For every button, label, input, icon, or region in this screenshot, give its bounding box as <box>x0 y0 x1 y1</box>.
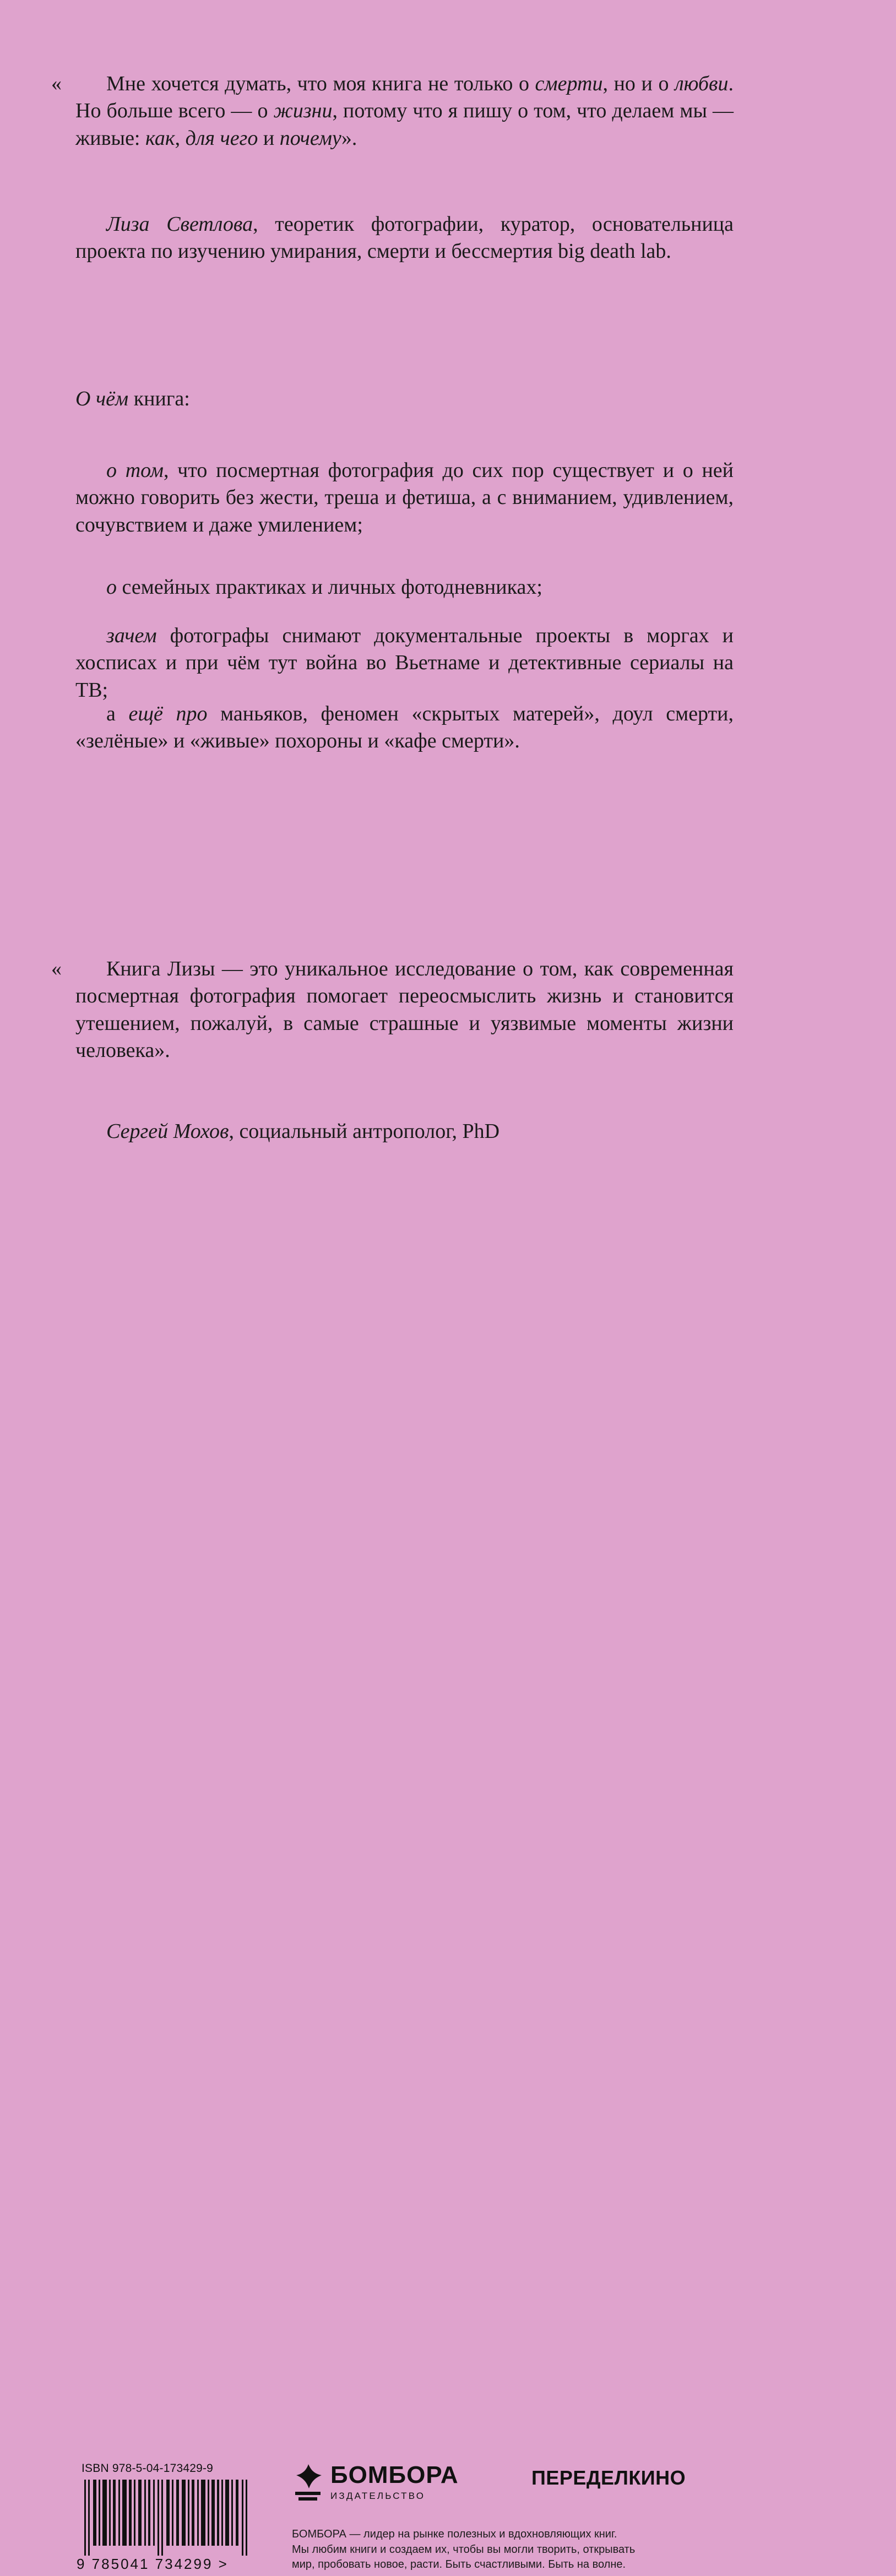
about-item-lead: ещё про <box>128 702 208 725</box>
barcode-bars-icon <box>77 2480 258 2556</box>
cover-footer <box>0 1234 896 2572</box>
publisher-name: БОМБОРА <box>330 2461 459 2488</box>
quote-line-2c: , но и о <box>602 72 675 95</box>
reviewer-description: , социальный антрополог, PhD <box>229 1120 500 1143</box>
about-item <box>75 701 734 755</box>
about-heading <box>75 386 734 413</box>
author-description: , теоретик фотографии, куратор, основательница проекта по изучению умирания, смерти и бессмертия big death lab. <box>75 213 734 263</box>
imprint-logo: ПЕРЕДЕЛКИНО <box>531 2466 686 2489</box>
quote-line-4e: и <box>258 126 280 150</box>
bottom-quote-block <box>51 956 734 1065</box>
quote-emph-zhizni: жизни <box>273 99 333 123</box>
quote-line-4c: , <box>175 126 186 150</box>
top-quote-block <box>51 70 734 152</box>
about-item-lead: зачем <box>106 624 157 647</box>
author-name: Лиза Светлова <box>106 213 253 236</box>
about-item <box>75 457 734 539</box>
barcode-digits: 9 785041 734299 > <box>77 2556 229 2572</box>
bottom-quote-text: Книга Лизы — это уникальное исследование о том, как современная посмертная фотография помогает переосмыслить жизнь и становится утешением, пожалуй, в самые страшные и уязвимые моменты жизни человека». <box>75 957 734 1062</box>
about-heading-italic: О чём <box>75 387 129 410</box>
quote-line-1: Мне хочется думать, что моя книга не только <box>106 72 513 95</box>
bombora-wave-icon <box>292 2463 323 2504</box>
quote-emph-lyubvi: любви <box>675 72 729 95</box>
about-item-lead: о <box>106 576 117 599</box>
publisher-logo <box>292 2463 459 2504</box>
about-item-text: маньяков, феномен «скрытых матерей», доул смерти, «зелёные» и «живые» похороны и «кафе смерти». <box>75 702 734 753</box>
publisher-subtitle: ИЗДАТЕЛЬСТВО <box>330 2491 426 2501</box>
about-item-text: фотографы снимают документальные проекты в моргах и хосписах и при чём тут война во Вьетнаме и детективные сериалы на ТВ; <box>75 624 734 702</box>
quote-emph-pochemu: почему <box>279 126 341 150</box>
open-quote-mark: « <box>51 72 62 95</box>
about-heading-rest: книга: <box>128 387 190 410</box>
about-item <box>75 574 734 601</box>
bottom-attribution <box>75 1118 734 1145</box>
quote-line-3a: о <box>257 99 274 123</box>
publisher-tagline <box>292 2527 710 2573</box>
top-attribution <box>75 211 734 265</box>
barcode <box>77 2480 258 2576</box>
quote-emph-kak: как <box>145 126 175 150</box>
about-item-text: , что посмертная фотография до сих пор существует и о ней можно говорить без жести, треша и фетиша, а с вниманием, удивлением, сочувствием и даже умилением; <box>75 459 734 536</box>
tagline-line-2: Мы любим книги и создаем их, чтобы вы могли творить, открывать <box>292 2543 636 2556</box>
open-quote-mark: « <box>51 957 62 980</box>
quote-emph-dlya-chego: для чего <box>185 126 258 150</box>
isbn-label: ISBN 978-5-04-173429-9 <box>82 2462 214 2475</box>
quote-line-3c: , потому что я пишу о том, что делаем <box>332 99 675 123</box>
tagline-line-3: мир, пробовать новое, расти. Быть счастливыми. Быть на волне. <box>292 2558 626 2571</box>
about-item-lead: о том <box>106 459 164 482</box>
about-item <box>75 622 734 704</box>
quote-line-2a: о <box>518 72 535 95</box>
about-item-text: семейных практиках и личных фотодневниках; <box>117 576 542 599</box>
reviewer-name: Сергей Мохов <box>106 1120 229 1143</box>
tagline-line-1: БОМБОРА — лидер на рынке полезных и вдохновляющих книг. <box>292 2528 617 2540</box>
about-item-lead-plain: а <box>106 702 129 725</box>
quote-line-4a: мы — живые: <box>75 99 734 150</box>
quote-emph-smerti: смерти <box>535 72 603 95</box>
quote-line-4g: ». <box>341 126 357 150</box>
quote-line-2e: . Но больше всего — <box>75 72 734 123</box>
